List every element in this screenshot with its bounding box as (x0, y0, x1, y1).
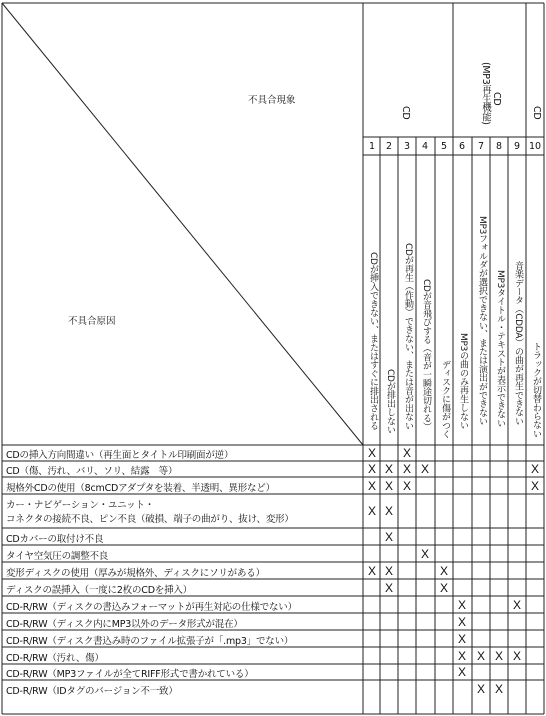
group-header-cd-mp3-sub: (MP3再生機能) (480, 62, 491, 125)
mark-x: X (512, 648, 521, 663)
column-label: MP3タイトル・テキストが表示できない (495, 270, 505, 428)
cause-text: CD-R/RW（汚れ、傷） (6, 652, 104, 664)
cause-text: コネクタの接続不良、ピン不良（破損、端子の曲がり、抜け、変形） (6, 514, 294, 525)
column-number: 10 (528, 141, 542, 152)
group-header-cd: CD (400, 106, 411, 120)
cause-text: CD-R/RW（ディスク内にMP3以外のデータ形式が混在） (6, 618, 243, 630)
mark-x: X (367, 462, 376, 476)
mark-x: X (457, 597, 466, 612)
column-label: CDが挿入できない、またはすぐに排出される (368, 252, 378, 430)
mark-x: X (402, 462, 411, 476)
cause-text: CD-R/RW（ディスク書込み時のファイル拡張子が「.mp3」でない） (6, 635, 294, 647)
mark-x: X (476, 681, 485, 696)
cause-text: CD-R/RW（MP3ファイルが全てRIFF形式で書かれている） (6, 669, 254, 680)
mark-x: X (384, 563, 393, 578)
column-label: MP3フォルダが選択できない、または演出ができない (477, 216, 487, 426)
cause-header: 不具合原因 (68, 316, 116, 327)
mark-x: X (367, 504, 376, 518)
cause-text: CD（傷、汚れ、バリ、ソリ、結露 等） (6, 466, 178, 477)
group-header-cd-last: CD (531, 106, 542, 120)
mark-x: X (367, 478, 376, 493)
mark-x: X (439, 563, 448, 578)
cause-text: ディスクの誤挿入（一度に2枚のCDを挿入） (6, 584, 193, 596)
cause-text: カー・ナビゲーション・ユニット・ (6, 500, 155, 511)
group-header-cd-mp3: CD (491, 92, 502, 106)
column-number: 7 (477, 141, 485, 152)
mark-x: X (457, 665, 466, 679)
mark-x: X (457, 614, 466, 629)
mark-x: X (402, 478, 411, 493)
column-number: 9 (513, 141, 521, 152)
mark-x: X (367, 563, 376, 578)
column-number: 2 (385, 141, 393, 152)
column-label: CDが排出しない (385, 369, 395, 434)
column-number: 8 (495, 141, 503, 152)
mark-x: X (457, 631, 466, 646)
column-number: 5 (440, 141, 448, 152)
cause-text: CD-R/RW（ディスクの書込みフォーマットが再生対応の仕様でない） (6, 601, 297, 613)
mark-x: X (476, 648, 485, 663)
mark-x: X (384, 462, 393, 476)
mark-x: X (367, 446, 376, 460)
cause-text: CDの挿入方向間違い（再生面とタイトル印刷面が逆） (6, 450, 234, 461)
cause-text: タイヤ空気圧の調整不良 (6, 550, 109, 562)
column-label: CDが音飛びする（音が一瞬途切れる） (421, 279, 431, 431)
mark-x: X (402, 446, 411, 460)
mark-x: X (384, 504, 393, 518)
mark-x: X (494, 681, 503, 696)
column-label: 音楽データ（CDDA）の曲が再生できない (513, 261, 523, 426)
mark-x: X (494, 648, 503, 663)
phenomenon-header: 不具合現象 (248, 95, 296, 106)
mark-x: X (512, 597, 521, 612)
cause-text: CD-R/RW（IDタグのバージョン不一致） (6, 685, 178, 697)
mark-x: X (457, 648, 466, 663)
mark-x: X (530, 462, 539, 476)
column-label: CDが再生（作動）できない、または音が出ない (403, 243, 413, 430)
mark-x: X (384, 529, 393, 544)
column-number: 3 (403, 141, 411, 152)
column-number: 6 (458, 141, 466, 152)
mark-x: X (530, 478, 539, 493)
cause-text: 規格外CDの使用（8cmCDアダプタを装着、半透明、異形など） (6, 482, 275, 494)
column-label: MP3の曲のみ再生しない (458, 333, 468, 430)
cause-text: 変形ディスクの使用（厚みが規格外、ディスクにソリがある） (6, 567, 265, 579)
column-number: 4 (421, 141, 429, 152)
column-label: ディスクに傷がつく (440, 360, 450, 439)
header-diagonal (2, 3, 363, 445)
mark-x: X (384, 478, 393, 493)
mark-x: X (384, 580, 393, 595)
mark-x: X (439, 580, 448, 595)
cause-text: CDカバーの取付け不良 (6, 533, 104, 545)
column-number: 1 (368, 141, 376, 152)
column-label: トラックが切替わらない (531, 342, 541, 438)
mark-x: X (420, 462, 429, 476)
mark-x: X (420, 546, 429, 561)
